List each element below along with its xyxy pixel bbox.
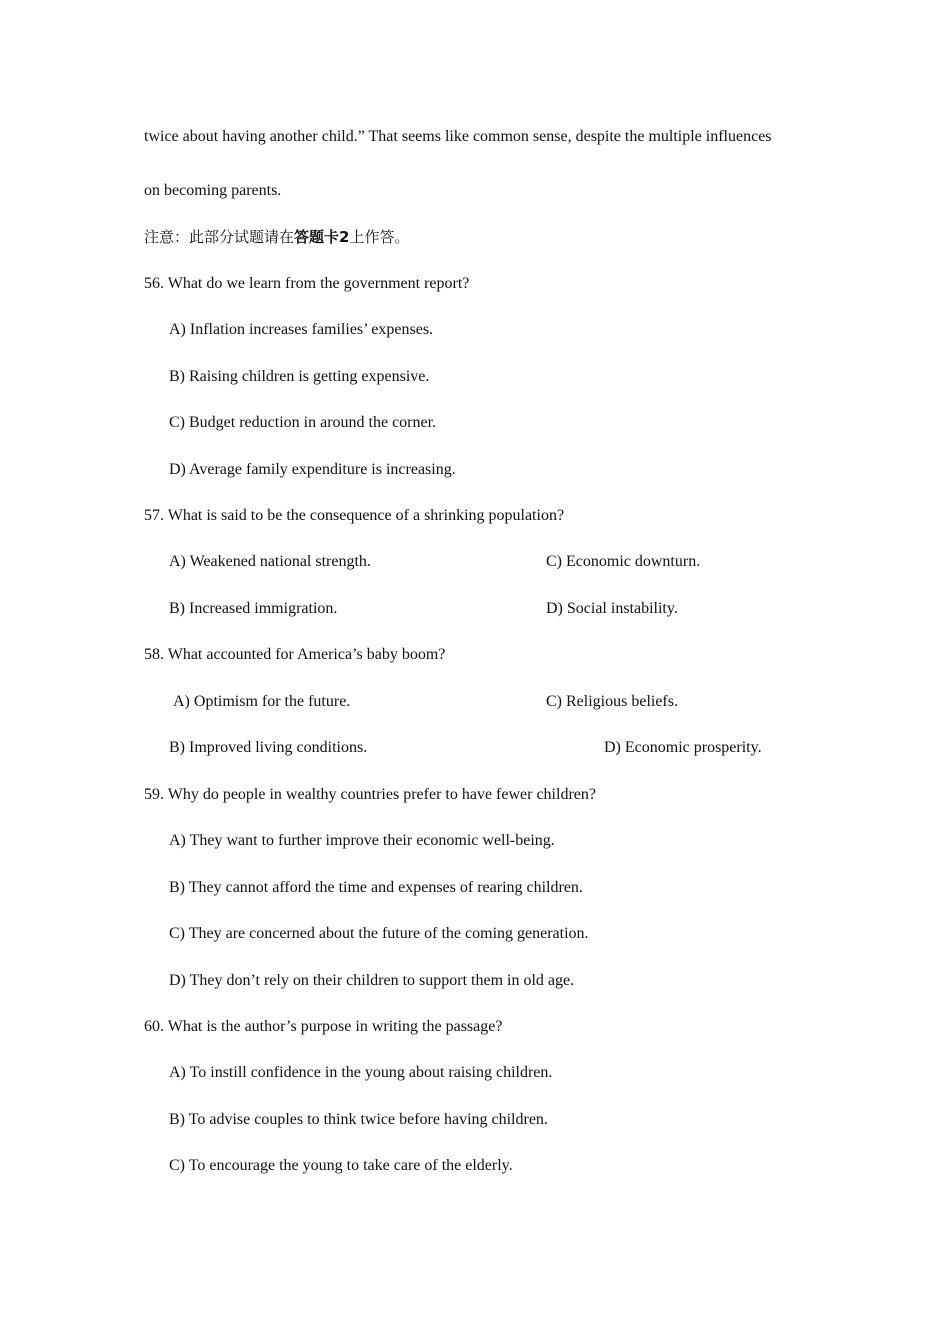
question-57-option-a: A) Weakened national strength. — [169, 553, 371, 570]
question-57-option-b: B) Increased immigration. — [169, 600, 338, 617]
question-57-option-c: C) Economic downturn. — [546, 553, 701, 570]
question-56-option-c: C) Budget reduction in around the corner. — [169, 414, 437, 431]
question-59-option-b: B) They cannot afford the time and expenses of rearing children. — [169, 879, 583, 896]
question-56-option-b: B) Raising children is getting expensive. — [169, 368, 430, 385]
question-58-stem: 58. What accounted for America’s baby boom? — [144, 646, 446, 663]
question-57-option-d: D) Social instability. — [546, 600, 678, 617]
question-58-option-a: A) Optimism for the future. — [173, 693, 351, 710]
question-58-option-c: C) Religious beliefs. — [546, 693, 678, 710]
question-56-option-d: D) Average family expenditure is increasing. — [169, 461, 456, 478]
question-59-option-a: A) They want to further improve their economic well-being. — [169, 832, 555, 849]
question-56-option-a: A) Inflation increases families’ expenses. — [169, 321, 434, 338]
question-57-stem: 57. What is said to be the consequence of a shrinking population? — [144, 507, 565, 524]
question-59-option-d: D) They don’t rely on their children to support them in old age. — [169, 972, 575, 989]
question-60-option-b: B) To advise couples to think twice before having children. — [169, 1111, 548, 1128]
question-59-stem: 59. Why do people in wealthy countries prefer to have fewer children? — [144, 786, 596, 803]
question-60-option-a: A) To instill confidence in the young about raising children. — [169, 1064, 553, 1081]
question-59-option-c: C) They are concerned about the future of the coming generation. — [169, 925, 589, 942]
question-60-option-c: C) To encourage the young to take care of the elderly. — [169, 1157, 513, 1174]
notice-prefix: 注意：此部分试题请在 — [144, 228, 295, 246]
question-58-option-d: D) Economic prosperity. — [604, 739, 762, 756]
notice-answer-sheet: 答题卡2 — [294, 228, 350, 246]
question-58-option-b: B) Improved living conditions. — [169, 739, 368, 756]
notice-suffix: 上作答。 — [349, 228, 410, 246]
passage-line-2: on becoming parents. — [144, 182, 282, 199]
answer-sheet-notice — [144, 227, 409, 247]
question-56-stem: 56. What do we learn from the government report? — [144, 275, 470, 292]
passage-line-1: twice about having another child.” That seems like common sense, despite the multiple influences — [144, 128, 772, 145]
question-60-stem: 60. What is the author’s purpose in writing the passage? — [144, 1018, 503, 1035]
